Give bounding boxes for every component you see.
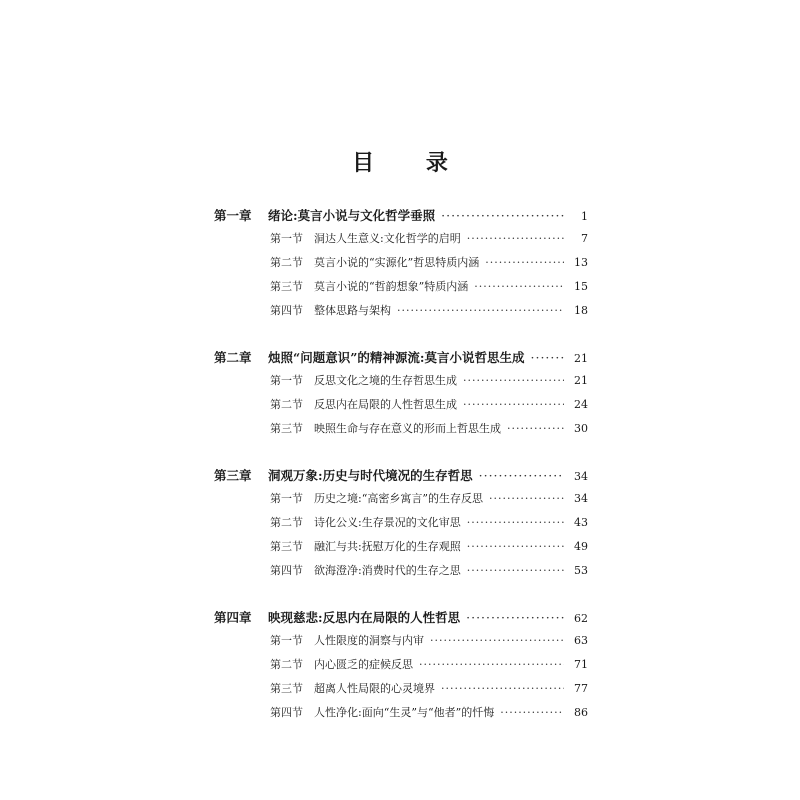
section-number: 第二节 xyxy=(270,398,303,411)
toc-section-row xyxy=(0,372,800,396)
dot-leader xyxy=(419,658,564,671)
section-title-line xyxy=(314,538,588,554)
section-page-number: 86 xyxy=(574,706,588,719)
section-number: 第一节 xyxy=(270,374,303,387)
section-title: 映照生命与存在意义的形而上哲思生成 xyxy=(314,422,501,435)
chapter-title: 洞观万象:历史与时代境况的生存哲思 xyxy=(268,468,473,483)
chapter-title: 绪论:莫言小说与文化哲学垂照 xyxy=(268,208,436,223)
section-title-line xyxy=(314,396,588,412)
dot-leader xyxy=(463,374,564,387)
toc-section-row xyxy=(0,254,800,278)
section-page-number: 15 xyxy=(574,280,588,293)
toc-chapter xyxy=(0,206,800,326)
chapter-page-number: 34 xyxy=(574,470,588,483)
toc-section-row xyxy=(0,632,800,656)
section-title-line xyxy=(314,562,588,578)
dot-leader xyxy=(441,208,564,223)
chapter-title-line xyxy=(268,608,588,626)
chapter-title-line xyxy=(268,206,588,224)
toc-section-row xyxy=(0,680,800,704)
toc-chapter xyxy=(0,466,800,586)
section-number: 第一节 xyxy=(270,634,303,647)
dot-leader xyxy=(467,232,564,245)
toc-section-row xyxy=(0,278,800,302)
section-title-line xyxy=(314,420,588,436)
dot-leader xyxy=(463,398,564,411)
toc-chapter-row xyxy=(0,348,800,372)
section-title: 人性净化:面向“生灵”与“他者”的忏悔 xyxy=(314,706,495,719)
section-title-line xyxy=(314,680,588,696)
section-number: 第二节 xyxy=(270,658,303,671)
section-title: 反思文化之境的生存哲思生成 xyxy=(314,374,457,387)
section-page-number: 43 xyxy=(574,516,588,529)
chapter-title-line xyxy=(268,348,588,366)
dot-leader xyxy=(500,706,564,719)
dot-leader xyxy=(466,610,564,625)
section-title: 莫言小说的“实源化”哲思特质内涵 xyxy=(314,256,480,269)
section-page-number: 77 xyxy=(574,682,588,695)
dot-leader xyxy=(485,256,564,269)
section-page-number: 13 xyxy=(574,256,588,269)
section-title: 洞达人生意义:文化哲学的启明 xyxy=(314,232,461,245)
chapter-number: 第三章 xyxy=(214,468,252,483)
toc-section-row xyxy=(0,656,800,680)
section-title-line xyxy=(314,632,588,648)
section-number: 第三节 xyxy=(270,280,303,293)
section-number: 第四节 xyxy=(270,304,303,317)
section-title: 莫言小说的“哲韵想象”特质内涵 xyxy=(314,280,469,293)
section-title: 诗化公义:生存景况的文化审思 xyxy=(314,516,461,529)
section-title-line xyxy=(314,514,588,530)
section-title: 融汇与共:抚慰万化的生存观照 xyxy=(314,540,461,553)
section-title: 内心匮乏的症候反思 xyxy=(314,658,413,671)
toc-section-row xyxy=(0,514,800,538)
chapter-page-number: 1 xyxy=(581,210,588,223)
toc-section-row xyxy=(0,490,800,514)
toc-section-row xyxy=(0,538,800,562)
dot-leader xyxy=(441,682,564,695)
section-title-line xyxy=(314,372,588,388)
dot-leader xyxy=(397,304,564,317)
section-page-number: 63 xyxy=(574,634,588,647)
section-number: 第一节 xyxy=(270,232,303,245)
dot-leader xyxy=(467,516,564,529)
section-number: 第三节 xyxy=(270,422,303,435)
section-title: 反思内在局限的人性哲思生成 xyxy=(314,398,457,411)
section-title-line xyxy=(314,230,588,246)
section-number: 第四节 xyxy=(270,564,303,577)
section-title: 整体思路与架构 xyxy=(314,304,391,317)
section-page-number: 34 xyxy=(574,492,588,505)
table-of-contents xyxy=(0,206,800,750)
chapter-title: 映现慈悲:反思内在局限的人性哲思 xyxy=(268,610,461,625)
chapter-title: 烛照“问题意识”的精神源流:莫言小说哲思生成 xyxy=(268,350,525,365)
section-title-line xyxy=(314,704,588,720)
page-title: 目 录 xyxy=(352,150,470,176)
toc-section-row xyxy=(0,562,800,586)
toc-chapter-row xyxy=(0,466,800,490)
section-number: 第四节 xyxy=(270,706,303,719)
dot-leader xyxy=(467,564,564,577)
dot-leader xyxy=(531,350,565,365)
section-page-number: 7 xyxy=(581,232,588,245)
toc-section-row xyxy=(0,230,800,254)
chapter-page-number: 62 xyxy=(574,612,588,625)
chapter-page-number: 21 xyxy=(574,352,588,365)
section-number: 第三节 xyxy=(270,540,303,553)
dot-leader xyxy=(507,422,564,435)
toc-chapter xyxy=(0,608,800,728)
dot-leader xyxy=(479,468,564,483)
dot-leader xyxy=(430,634,564,647)
section-page-number: 71 xyxy=(574,658,588,671)
section-number: 第三节 xyxy=(270,682,303,695)
section-page-number: 21 xyxy=(574,374,588,387)
section-page-number: 18 xyxy=(574,304,588,317)
section-number: 第一节 xyxy=(270,492,303,505)
toc-chapter xyxy=(0,348,800,444)
section-title: 历史之境:“高密乡寓言”的生存反思 xyxy=(314,492,483,505)
dot-leader xyxy=(489,492,564,505)
section-title-line xyxy=(314,278,588,294)
section-page-number: 53 xyxy=(574,564,588,577)
section-title: 人性限度的洞察与内审 xyxy=(314,634,424,647)
section-title: 欲海澄净:消费时代的生存之思 xyxy=(314,564,461,577)
section-title-line xyxy=(314,490,588,506)
dot-leader xyxy=(474,280,564,293)
section-page-number: 24 xyxy=(574,398,588,411)
section-title-line xyxy=(314,656,588,672)
toc-chapter-row xyxy=(0,206,800,230)
toc-chapter-row xyxy=(0,608,800,632)
toc-section-row xyxy=(0,396,800,420)
chapter-number: 第一章 xyxy=(214,208,252,223)
section-title: 超离人性局限的心灵境界 xyxy=(314,682,435,695)
chapter-number: 第二章 xyxy=(214,350,252,365)
toc-section-row xyxy=(0,704,800,728)
section-number: 第二节 xyxy=(270,516,303,529)
chapter-title-line xyxy=(268,466,588,484)
section-page-number: 49 xyxy=(574,540,588,553)
toc-section-row xyxy=(0,420,800,444)
dot-leader xyxy=(467,540,564,553)
chapter-number: 第四章 xyxy=(214,610,252,625)
section-title-line xyxy=(314,254,588,270)
section-title-line xyxy=(314,302,588,318)
section-number: 第二节 xyxy=(270,256,303,269)
section-page-number: 30 xyxy=(574,422,588,435)
toc-section-row xyxy=(0,302,800,326)
